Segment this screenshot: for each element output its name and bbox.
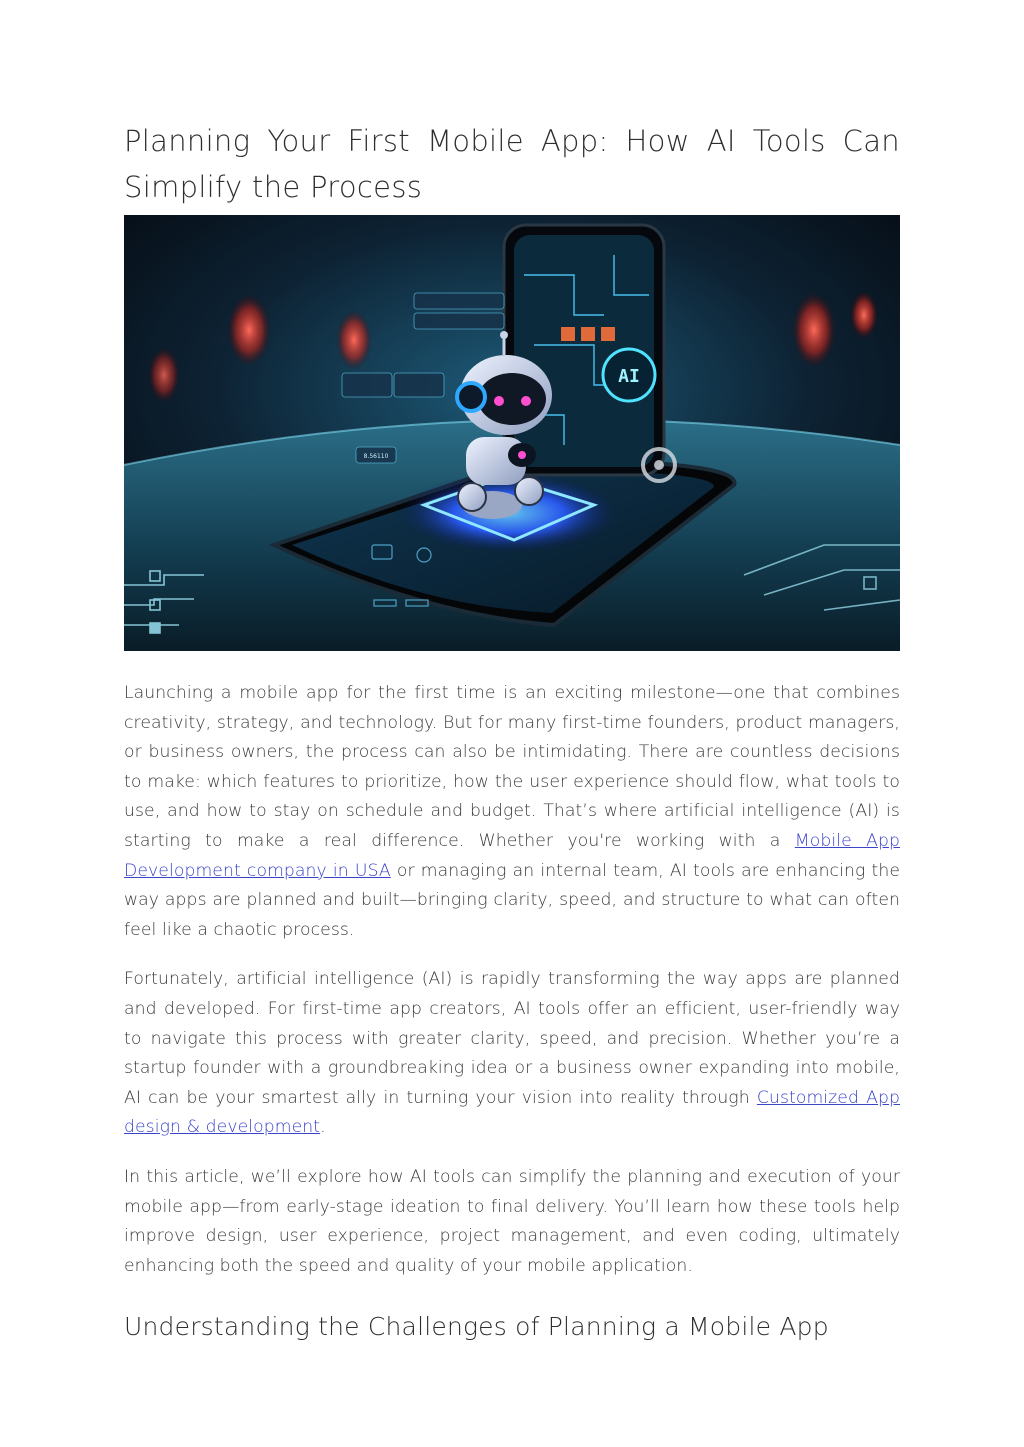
article-title: Planning Your First Mobile App: How AI Tools Can Simplify the Process bbox=[124, 124, 900, 204]
ai-transformation-paragraph: Fortunately, artificial intelligence (AI) is rapidly transforming the way apps are planned and developed. For first-time app creators, AI tools offer an efficient, user-friendly way to navigate this process with greater clarity, speed, and precision. Whether you’re a startup founder with a groundbreaking idea or a business owner expanding into mobile, AI can be your smartest ally in turning your vision into reality through Customized App design & development. bbox=[124, 969, 900, 1138]
intro-paragraph: Launching a mobile app for the first time is an exciting milestone—one that combines creativity, strategy, and technology. But for many first-time founders, product managers, or business owners, the process can also be intimidating. There are countless decisions to make: which features to prioritize, how the user experience should flow, what tools to use, and how to stay on schedule and budget. That’s where artificial intelligence (AI) is starting to make a real difference. Whether you're working with a Mobile App Development company in USA or managing an internal team, AI tools are enhancing the way apps are planned and built—bringing clarity, speed, and structure to what can often feel like a chaotic process. bbox=[124, 683, 901, 940]
section-heading: Understanding the Challenges of Planning a Mobile App bbox=[124, 1312, 829, 1342]
article-overview-paragraph: In this article, we’ll explore how AI tools can simplify the planning and execution of your mobile app—from early-stage ideation to final delivery. You’ll learn how these tools help improve design, user experience, project management, and even coding, ultimately enhancing both the speed and quality of your mobile application. bbox=[124, 1166, 900, 1276]
hero-image bbox=[124, 215, 900, 651]
mobile-app-development-link[interactable]: Mobile App Development company in USA bbox=[124, 830, 901, 881]
ai-badge-text: AI bbox=[618, 366, 640, 387]
hero-widget-value: 8.56110 bbox=[363, 453, 389, 460]
article bbox=[124, 118, 900, 1343]
customized-app-design-link[interactable]: Customized App design & development bbox=[124, 1087, 900, 1138]
